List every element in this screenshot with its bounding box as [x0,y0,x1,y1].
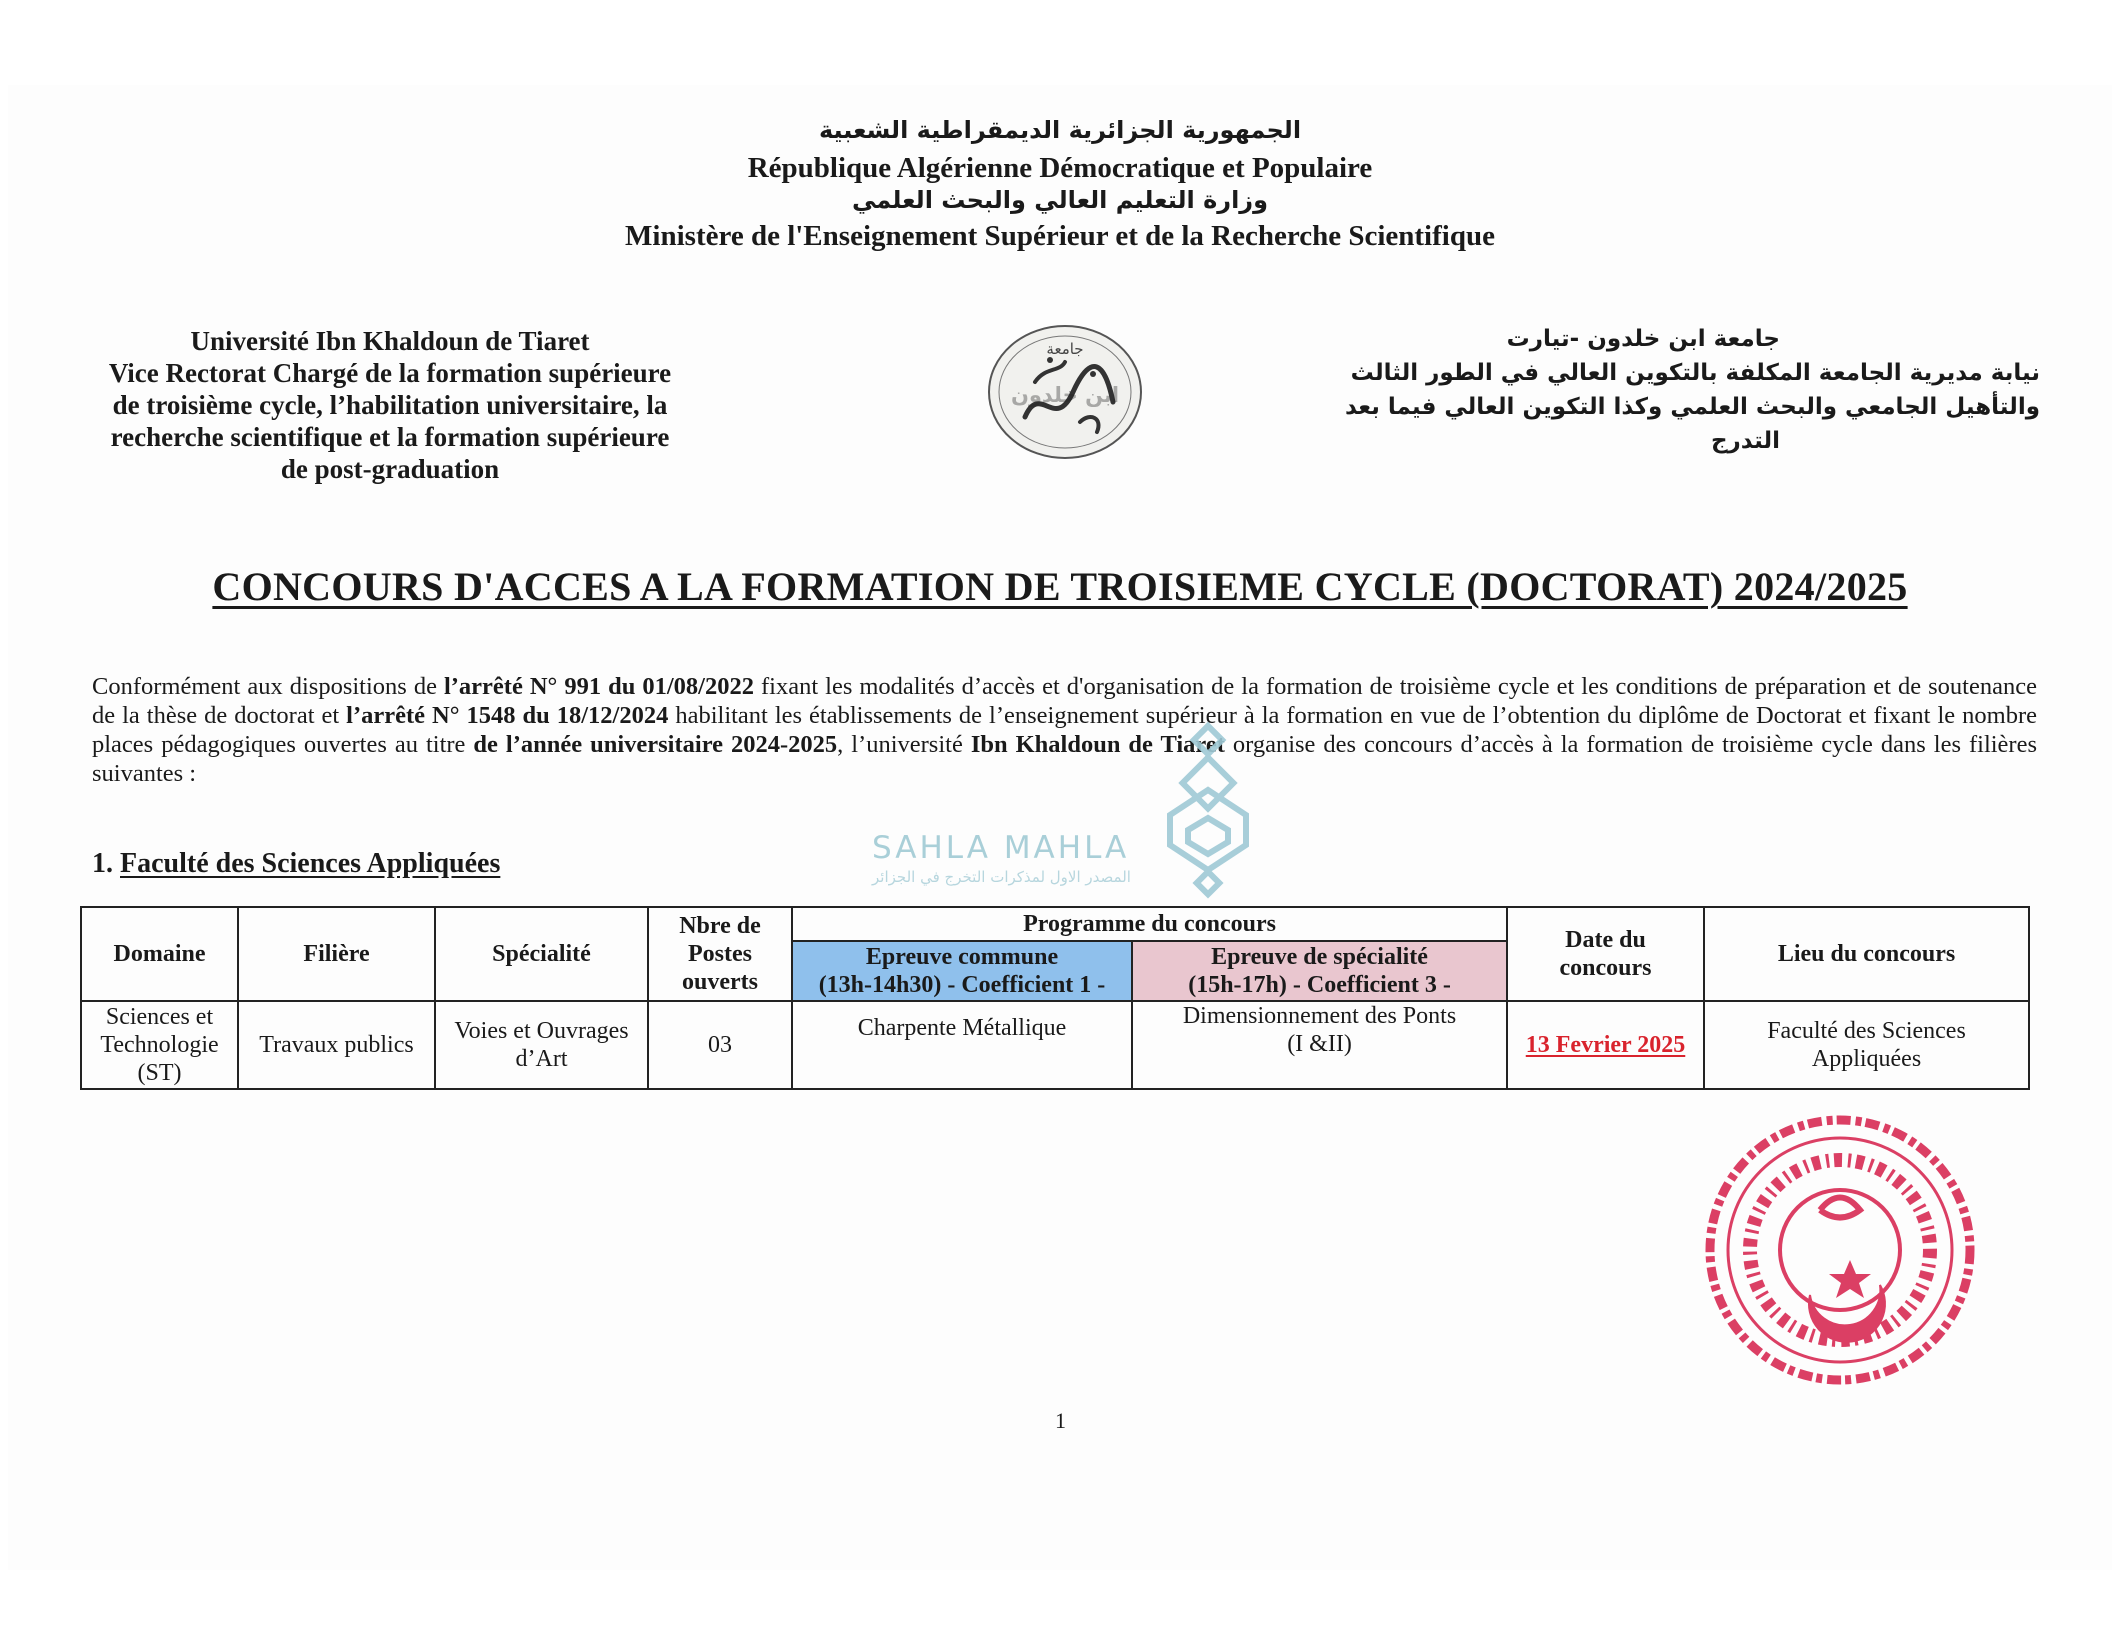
cell-line: Voies et Ouvrages [454,1018,629,1044]
cell-epreuve-specialite [1132,1001,1507,1089]
intro-text: Conformément aux dispositions de [92,673,444,700]
header-arabic-republic: الجمهورية الجزائرية الديمقراطية الشعبية [818,116,1302,144]
cell-line: Technologie [100,1032,219,1058]
intro-text: fixant les modalités d’accès et d'organisation de la formation de troisième cycle et les conditions de préparation et de soutenance de la thèse de doctorat et [92,673,2037,729]
intro-decree-1: l’arrêté N° 991 du 01/08/2022 [443,673,754,700]
header-specialite-ep-line: Epreuve de spécialité [1211,944,1428,970]
header-postes-line: ouverts [682,969,758,995]
university-line: recherche scientifique et la formation supérieure [110,422,670,452]
document-title-text: CONCOURS D'ACCES A LA FORMATION DE TROISIEME CYCLE (DOCTORAT) 2024/2025 [212,564,1908,609]
university-line-ar: التدرج [1710,428,1780,454]
header-commune-line: Epreuve commune [865,944,1059,970]
watermark-subtitle: المصدر الاول لمذكرات التخرج في الجزائر [872,868,1131,886]
cell-epreuve-commune: Charpente Métallique [792,1001,1132,1089]
header-specialite-ep-line: (15h-17h) - Coefficient 3 - [1188,972,1451,998]
header-arabic-ministry: وزارة التعليم العالي والبحث العلمي [851,186,1269,214]
section-number: 1. [92,848,120,879]
university-line: Université Ibn Khaldoun de Tiaret [190,326,590,356]
cell-postes: 03 [648,1001,792,1089]
header-french-republic: République Algérienne Démocratique et Populaire [747,152,1373,184]
header-epreuve-commune [792,941,1132,1001]
header-programme: Programme du concours [792,907,1507,941]
header-epreuve-specialite [1132,941,1507,1001]
intro-text: organise des concours d’accès à la formation de troisième cycle dans les filières suivantes : [92,731,2037,787]
watermark-text: SAHLA MAHLA [872,830,1130,866]
header-date-line: concours [1559,955,1652,981]
cell-line: (ST) [137,1060,182,1086]
section-heading [92,848,500,880]
header-french-ministry: Ministère de l'Enseignement Supérieur et de la Recherche Scientifique [625,220,1495,252]
page-number: 1 [1055,1408,1066,1433]
header-date [1507,907,1704,1001]
official-stamp [1690,1100,1990,1400]
cell-line: (I &II) [1287,1031,1352,1057]
logo-calligraphy: ابن خلدون [1010,383,1120,407]
intro-decree-2: l’arrêté N° 1548 du 18/12/2024 [346,702,669,729]
section-title: Faculté des Sciences Appliquées [120,848,501,879]
watermark-logo [870,720,1270,920]
intro-academic-year: de l’année universitaire 2024-2025 [473,731,838,758]
cell-line: Sciences et [105,1004,214,1030]
university-block-ar [1344,322,2040,458]
header-specialite: Spécialité [435,907,648,1001]
exam-date: 13 Fevrier 2025 [1525,1032,1686,1058]
cell-line: Dimensionnement des Ponts [1182,1003,1457,1029]
intro-text: habilitant les établissements de l’enseignement supérieur à la formation en vue de l’obtention du diplôme de Doctorat et fixant le nombre places pédagogiques ouvertes au titre [92,702,2037,758]
university-block-fr [80,325,700,485]
header-domaine: Domaine [81,907,238,1001]
university-line-ar: نيابة مديرية الجامعة المكلفة بالتكوين العالي في الطور الثالث [1350,360,2040,386]
header-lieu: Lieu du concours [1704,907,2029,1001]
cell-specialite [435,1001,648,1089]
header-filiere: Filière [238,907,435,1001]
cell-line: d’Art [515,1046,568,1072]
cell-date [1507,1001,1704,1089]
university-logo [985,322,1145,462]
university-line: de post-graduation [280,454,500,484]
university-line: de troisième cycle, l’habilitation universitaire, la [112,390,668,420]
cell-line: Appliquées [1811,1046,1922,1072]
document-title [0,563,2120,610]
cell-filiere: Travaux publics [238,1001,435,1089]
cell-line: Faculté des Sciences [1767,1018,1966,1044]
university-line-ar: جامعة ابن خلدون -تيارت [1506,326,1780,352]
header-postes-line: Nbre de [679,913,761,939]
header-commune-line: (13h-14h30) - Coefficient 1 - [818,972,1106,998]
table-row [81,1001,2029,1089]
cell-domaine [81,1001,238,1089]
cell-lieu [1704,1001,2029,1089]
header-postes [648,907,792,1001]
intro-university-name: Ibn Khaldoun de Tiaret [970,731,1225,758]
university-line: Vice Rectorat Chargé de la formation supérieure [108,358,672,388]
university-line-ar: والتأهيل الجامعي والبحث العلمي وكذا التكوين العالي فيما بعد [1344,394,2040,420]
header-date-line: Date du [1565,927,1646,953]
header-postes-line: Postes [688,941,752,967]
intro-text: , l’université [837,731,971,758]
concours-table [80,906,2030,1090]
logo-ring-text: جامعة [1046,340,1084,358]
